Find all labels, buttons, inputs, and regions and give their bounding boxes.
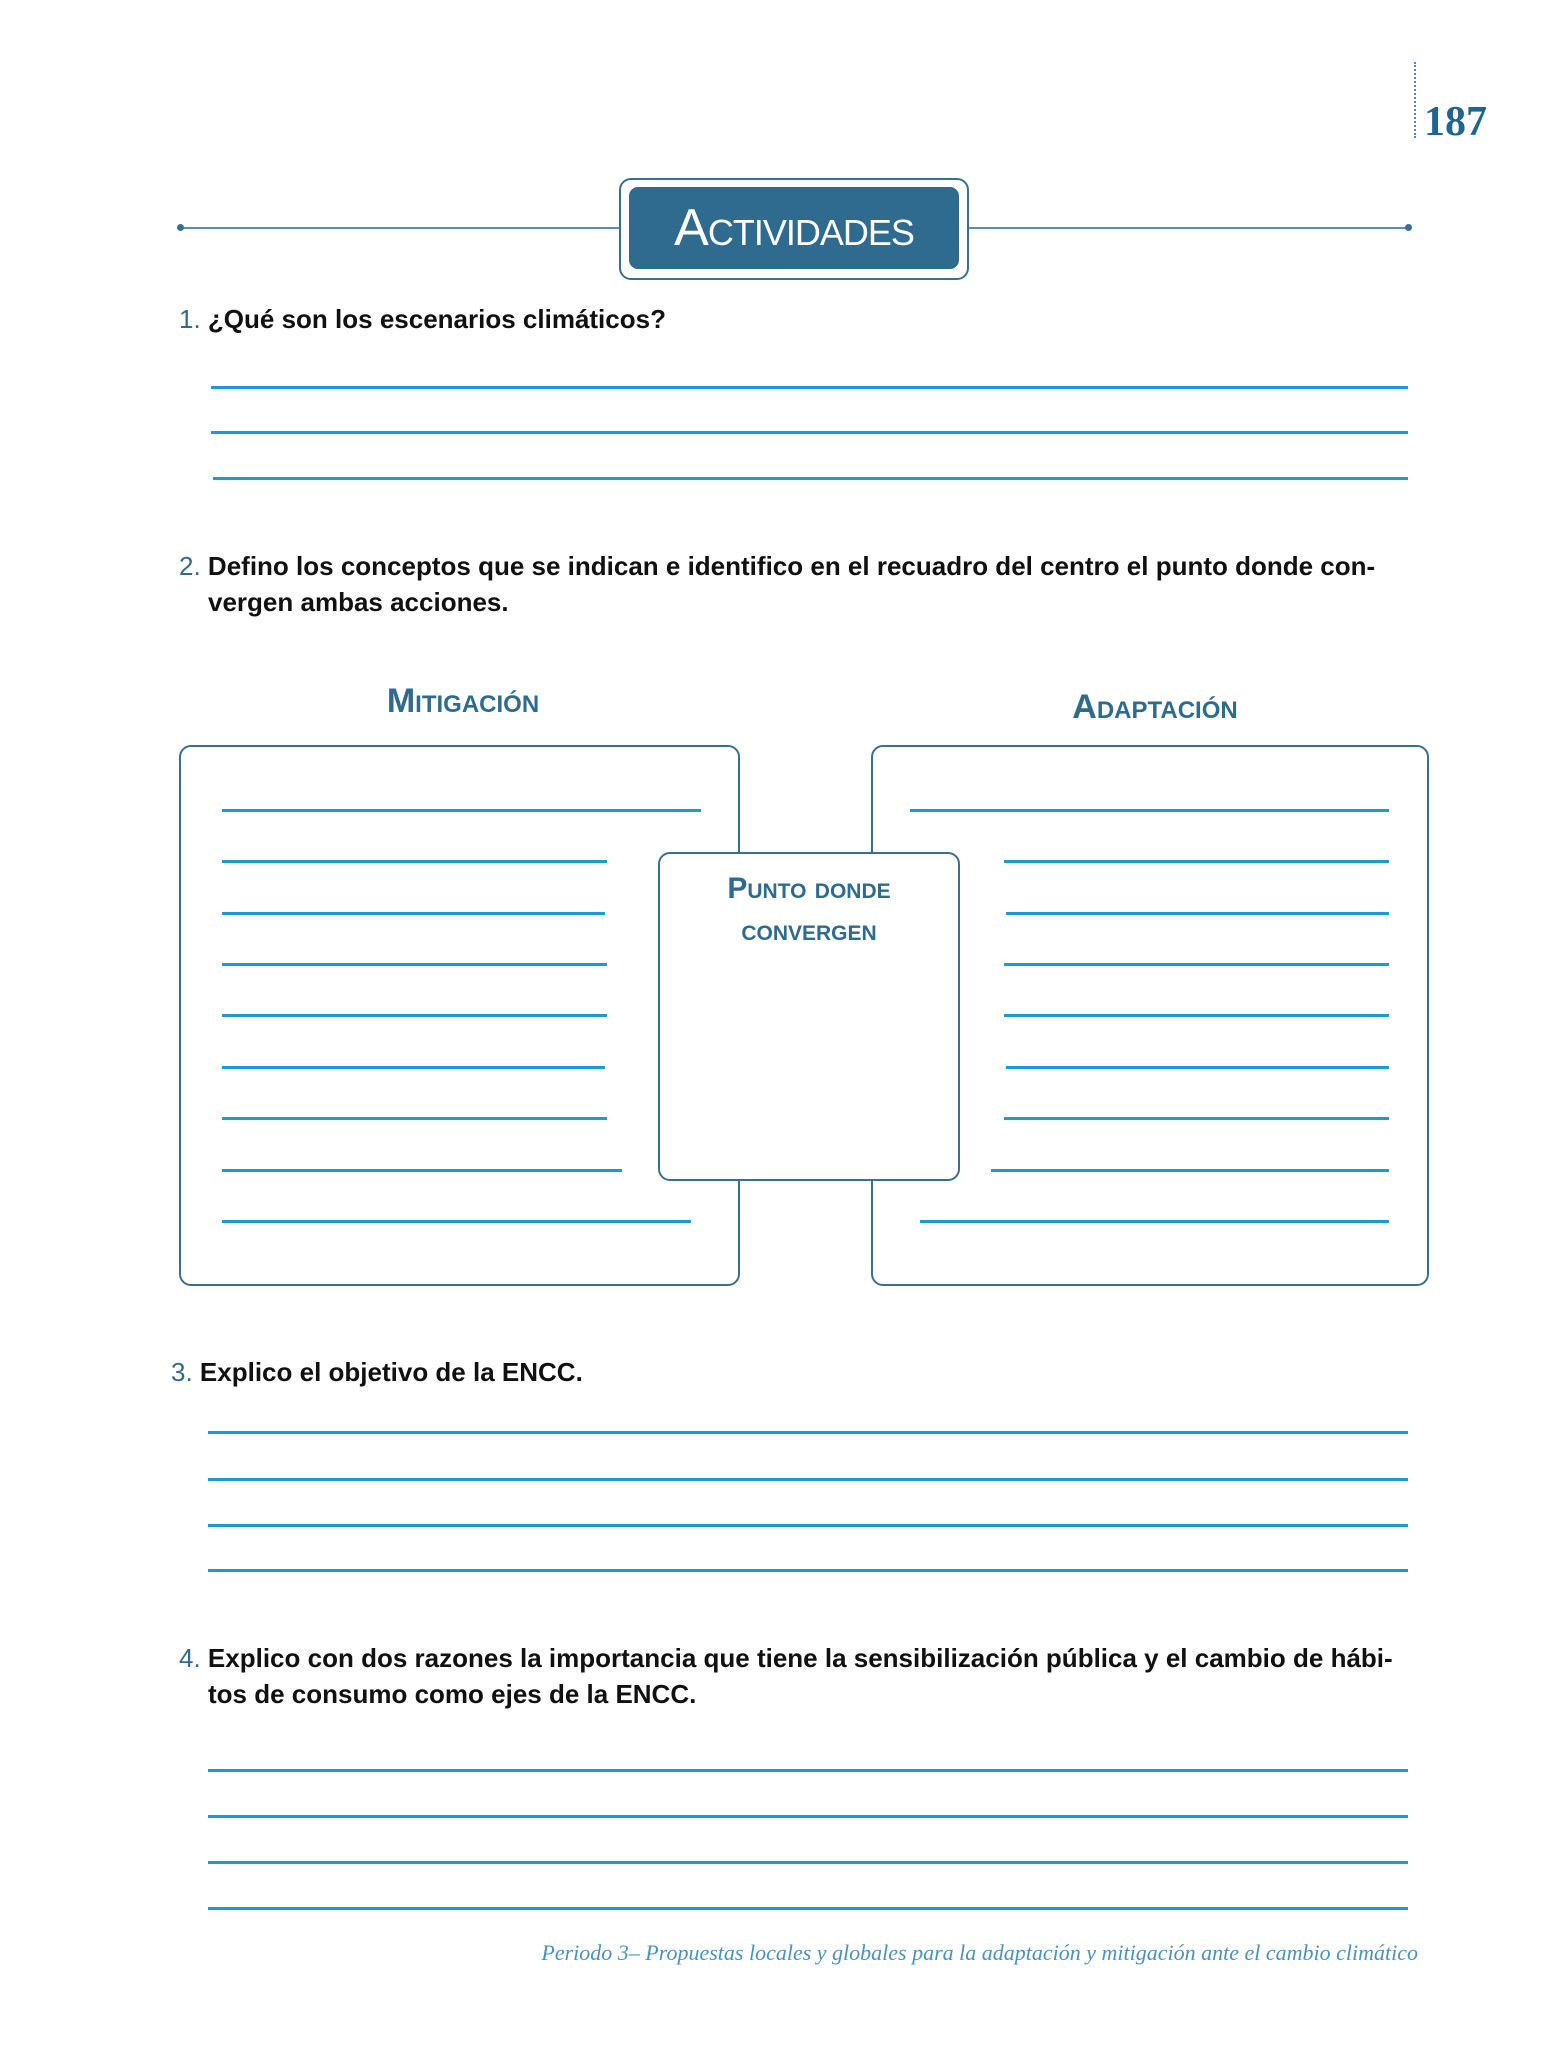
question-number: 4. bbox=[179, 1643, 201, 1673]
adaptation-answer-line[interactable] bbox=[1004, 860, 1389, 863]
question-text-cont: tos de consumo como ejes de la ENCC. bbox=[208, 1679, 697, 1709]
question-2 bbox=[179, 548, 1375, 620]
question-text: Explico el objetivo de la ENCC. bbox=[199, 1357, 583, 1387]
page-number: 187 bbox=[1424, 99, 1487, 145]
mitigation-answer-line[interactable] bbox=[222, 912, 605, 915]
mitigation-answer-line[interactable] bbox=[222, 1066, 605, 1069]
answer-line-q4[interactable] bbox=[208, 1815, 1408, 1818]
adaptation-answer-line[interactable] bbox=[991, 1169, 1389, 1172]
adaptation-answer-line[interactable] bbox=[920, 1220, 1389, 1223]
question-text: ¿Qué son los escenarios climáticos? bbox=[207, 304, 666, 334]
mitigation-answer-line[interactable] bbox=[222, 963, 607, 966]
answer-line-q3[interactable] bbox=[208, 1431, 1408, 1434]
answer-line-q3[interactable] bbox=[208, 1478, 1408, 1481]
question-1 bbox=[179, 301, 666, 337]
header-rule-left bbox=[180, 227, 630, 229]
question-text: Explico con dos razones la importancia que tiene la sensibilización pública y el cambio de hábi- bbox=[207, 1643, 1393, 1673]
question-number: 2. bbox=[179, 551, 201, 581]
answer-line-q4[interactable] bbox=[208, 1769, 1408, 1772]
adaptation-answer-line[interactable] bbox=[910, 809, 1389, 812]
adaptation-answer-line[interactable] bbox=[1006, 912, 1389, 915]
mitigation-answer-line[interactable] bbox=[222, 1014, 607, 1017]
answer-line-q1[interactable] bbox=[211, 386, 1408, 389]
adaptation-label: Adaptación bbox=[1072, 688, 1238, 726]
question-4 bbox=[179, 1640, 1393, 1712]
answer-line-q1[interactable] bbox=[213, 477, 1408, 480]
mitigation-answer-line[interactable] bbox=[222, 1169, 622, 1172]
mitigation-answer-line[interactable] bbox=[222, 860, 607, 863]
answer-line-q1[interactable] bbox=[211, 431, 1408, 434]
adaptation-answer-line[interactable] bbox=[1004, 963, 1389, 966]
answer-line-q3[interactable] bbox=[208, 1524, 1408, 1527]
question-text: Defino los conceptos que se indican e identifico en el recuadro del centro el punto donde con- bbox=[207, 551, 1376, 581]
mitigation-label: Mitigación bbox=[386, 682, 540, 720]
convergence-title-line1: Punto donde bbox=[727, 872, 891, 905]
section-title: Actividades bbox=[629, 187, 959, 269]
question-number: 3. bbox=[171, 1357, 193, 1387]
header-rule-dot-left bbox=[177, 224, 184, 231]
adaptation-answer-line[interactable] bbox=[1004, 1014, 1389, 1017]
adaptation-answer-line[interactable] bbox=[1006, 1066, 1389, 1069]
mitigation-answer-line[interactable] bbox=[222, 1220, 691, 1223]
question-text-cont: vergen ambas acciones. bbox=[208, 587, 509, 617]
mitigation-answer-line[interactable] bbox=[222, 809, 701, 812]
mitigation-answer-line[interactable] bbox=[222, 1117, 607, 1120]
page-number-divider bbox=[1414, 62, 1416, 138]
convergence-title-line2: convergen bbox=[741, 914, 877, 947]
convergence-title bbox=[658, 868, 960, 952]
question-number: 1. bbox=[179, 304, 201, 334]
header-rule-right bbox=[960, 227, 1408, 229]
answer-line-q3[interactable] bbox=[208, 1569, 1408, 1572]
header-rule-dot-right bbox=[1405, 224, 1412, 231]
answer-line-q4[interactable] bbox=[208, 1907, 1408, 1910]
answer-line-q4[interactable] bbox=[208, 1861, 1408, 1864]
page-footer: Periodo 3– Propuestas locales y globales para la adaptación y mitigación ante el cambio climático bbox=[541, 1940, 1418, 1965]
question-3 bbox=[171, 1354, 583, 1390]
adaptation-answer-line[interactable] bbox=[1004, 1117, 1389, 1120]
